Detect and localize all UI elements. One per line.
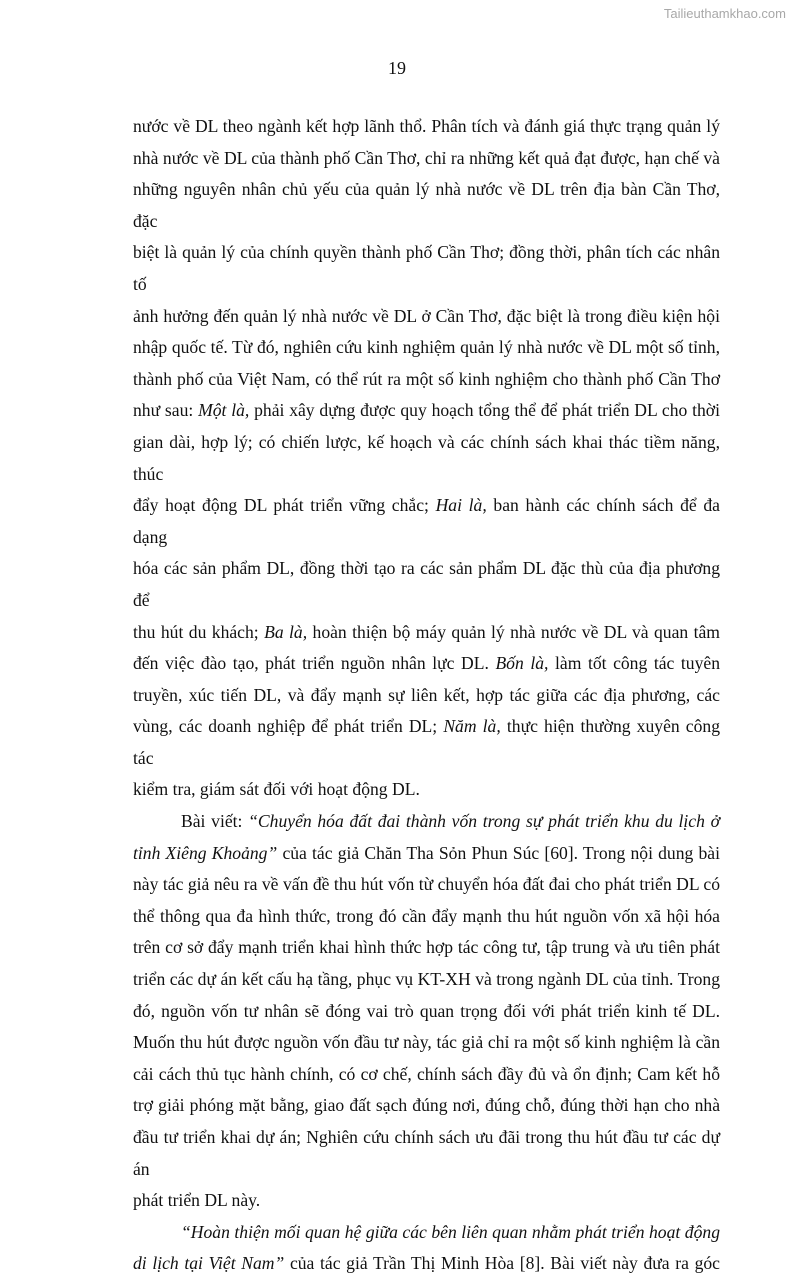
text-segment: này tác giả nêu ra về vấn đề thu hút vốn từ chuyển hóa đất đai cho phát triển DL có [133, 874, 720, 895]
text-segment: thành phố của Việt Nam, có thể rút ra một số kinh nghiệm cho thành phố Cần Thơ [133, 368, 720, 389]
text-line [133, 143, 720, 175]
text-segment: vùng, các doanh nghiệp để phát triển DL; [133, 716, 444, 737]
text-segment: trợ giải phóng mặt bằng, giao đất sạch đúng nơi, đúng chỗ, đúng thời hạn cho nhà [133, 1095, 720, 1116]
text-line [133, 174, 720, 237]
italic-text: Năm là, [443, 716, 501, 737]
text-line [133, 774, 720, 806]
text-line [133, 301, 720, 333]
text-line [133, 617, 720, 649]
italic-text: Hai là, [435, 495, 487, 516]
italic-text: tỉnh Xiêng Khoảng” [133, 842, 278, 863]
text-segment: đó, nguồn vốn tư nhân sẽ đóng vai trò quan trọng đối với phát triển kinh tế DL. [133, 1000, 720, 1021]
page-number: 19 [388, 58, 406, 78]
text-segment: đến việc đào tạo, phát triển nguồn nhân lực DL. [133, 653, 496, 674]
text-segment: kiểm tra, giám sát đối với hoạt động DL. [133, 779, 420, 800]
text-segment: đầu tư triển khai dự án; Nghiên cứu chính sách ưu đãi trong thu hút đầu tư các dự án [133, 1127, 720, 1179]
text-segment: ban hành các chính sách để đa dạng [133, 495, 720, 547]
italic-text: Một là, [198, 400, 250, 421]
text-segment: làm tốt công tác tuyên [548, 653, 720, 674]
text-segment: Muốn thu hút được nguồn vốn đầu tư này, tác giả chỉ ra một số kinh nghiệm là cần [133, 1032, 720, 1053]
text-line [133, 996, 720, 1028]
text-line [133, 332, 720, 364]
text-segment: ảnh hưởng đến quản lý nhà nước về DL ở Cần Thơ, đặc biệt là trong điều kiện hội [133, 305, 720, 326]
text-segment: thực hiện thường xuyên công tác [133, 716, 720, 768]
text-line [133, 901, 720, 933]
text-segment: cải cách thủ tục hành chính, có cơ chế, chính sách đầy đủ và ổn định; Cam kết hỗ [133, 1063, 720, 1084]
italic-text: “Chuyển hóa đất đai thành vốn trong sự phát triển khu du lịch ở [248, 811, 721, 832]
text-segment: trên cơ sở đẩy mạnh triển khai hình thức hợp tác công tư, tập trung và ưu tiên phát [133, 937, 720, 958]
text-line [133, 838, 720, 870]
text-line [133, 648, 720, 680]
text-segment: những nguyên nhân chủ yếu của quản lý nhà nước về DL trên địa bàn Cần Thơ, đặc [133, 179, 720, 231]
text-segment: biệt là quản lý của chính quyền thành phố Cần Thơ; đồng thời, phân tích các nhân tố [133, 242, 720, 294]
text-segment: Bài viết: [181, 811, 249, 832]
text-line [133, 1122, 720, 1185]
text-line [133, 932, 720, 964]
text-line [133, 1090, 720, 1122]
text-line [133, 680, 720, 712]
text-line [133, 1027, 720, 1059]
text-segment: thể thông qua đa hình thức, trong đó cần đẩy mạnh thu hút nguồn vốn xã hội hóa [133, 905, 720, 926]
text-line [133, 364, 720, 396]
text-segment: nước về DL theo ngành kết hợp lãnh thổ. Phân tích và đánh giá thực trạng quản lý [133, 116, 720, 136]
text-segment: của tác giả Chăn Tha Sỏn Phun Súc [60]. Trong nội dung bài [277, 842, 720, 863]
text-line [133, 1217, 720, 1249]
text-line [133, 111, 720, 143]
text-line [133, 237, 720, 300]
text-line [133, 1248, 720, 1280]
italic-text: di lịch tại Việt Nam” [133, 1253, 285, 1274]
text-line [133, 869, 720, 901]
italic-text: Ba là, [264, 621, 308, 642]
text-line [133, 1059, 720, 1091]
text-line [133, 806, 720, 838]
watermark-text: Tailieuthamkhao.com [663, 6, 786, 21]
text-segment: thu hút du khách; [133, 621, 265, 642]
text-segment: triển các dự án kết cấu hạ tầng, phục vụ KT-XH và trong ngành DL của tỉnh. Trong [133, 969, 720, 990]
text-segment: phải xây dựng được quy hoạch tổng thể để phát triển DL cho thời [249, 400, 720, 421]
text-segment: truyền, xúc tiến DL, và đẩy mạnh sự liên kết, hợp tác giữa các địa phương, các [133, 684, 720, 705]
text-segment: đẩy hoạt động DL phát triển vững chắc; [133, 495, 436, 516]
text-line [133, 964, 720, 996]
text-segment: hoàn thiện bộ máy quản lý nhà nước về DL và quan tâm [307, 621, 720, 642]
text-segment: như sau: [133, 400, 199, 421]
text-line [133, 395, 720, 427]
text-segment: của tác giả Trần Thị Minh Hòa [8]. Bài viết này đưa ra góc [284, 1253, 720, 1274]
text-line [133, 711, 720, 774]
text-segment: nhập quốc tế. Từ đó, nghiên cứu kinh nghiệm quản lý nhà nước về DL một số tỉnh, [133, 337, 720, 358]
italic-text: “Hoàn thiện mối quan hệ giữa các bên liên quan nhằm phát triển hoạt động [181, 1221, 720, 1242]
text-segment: nhà nước về DL của thành phố Cần Thơ, chỉ ra những kết quả đạt được, hạn chế và [133, 147, 720, 168]
text-line [133, 427, 720, 490]
text-segment: gian dài, hợp lý; có chiến lược, kế hoạch và các chính sách khai thác tiềm năng, thúc [133, 431, 720, 484]
text-segment: hóa các sản phẩm DL, đồng thời tạo ra các sản phẩm DL đặc thù của địa phương để [133, 558, 720, 610]
body-text [133, 111, 720, 1280]
text-line [133, 553, 720, 616]
text-line [133, 1185, 720, 1217]
italic-text: Bốn là, [495, 653, 549, 674]
text-line [133, 490, 720, 553]
text-segment: phát triển DL này. [133, 1190, 261, 1211]
